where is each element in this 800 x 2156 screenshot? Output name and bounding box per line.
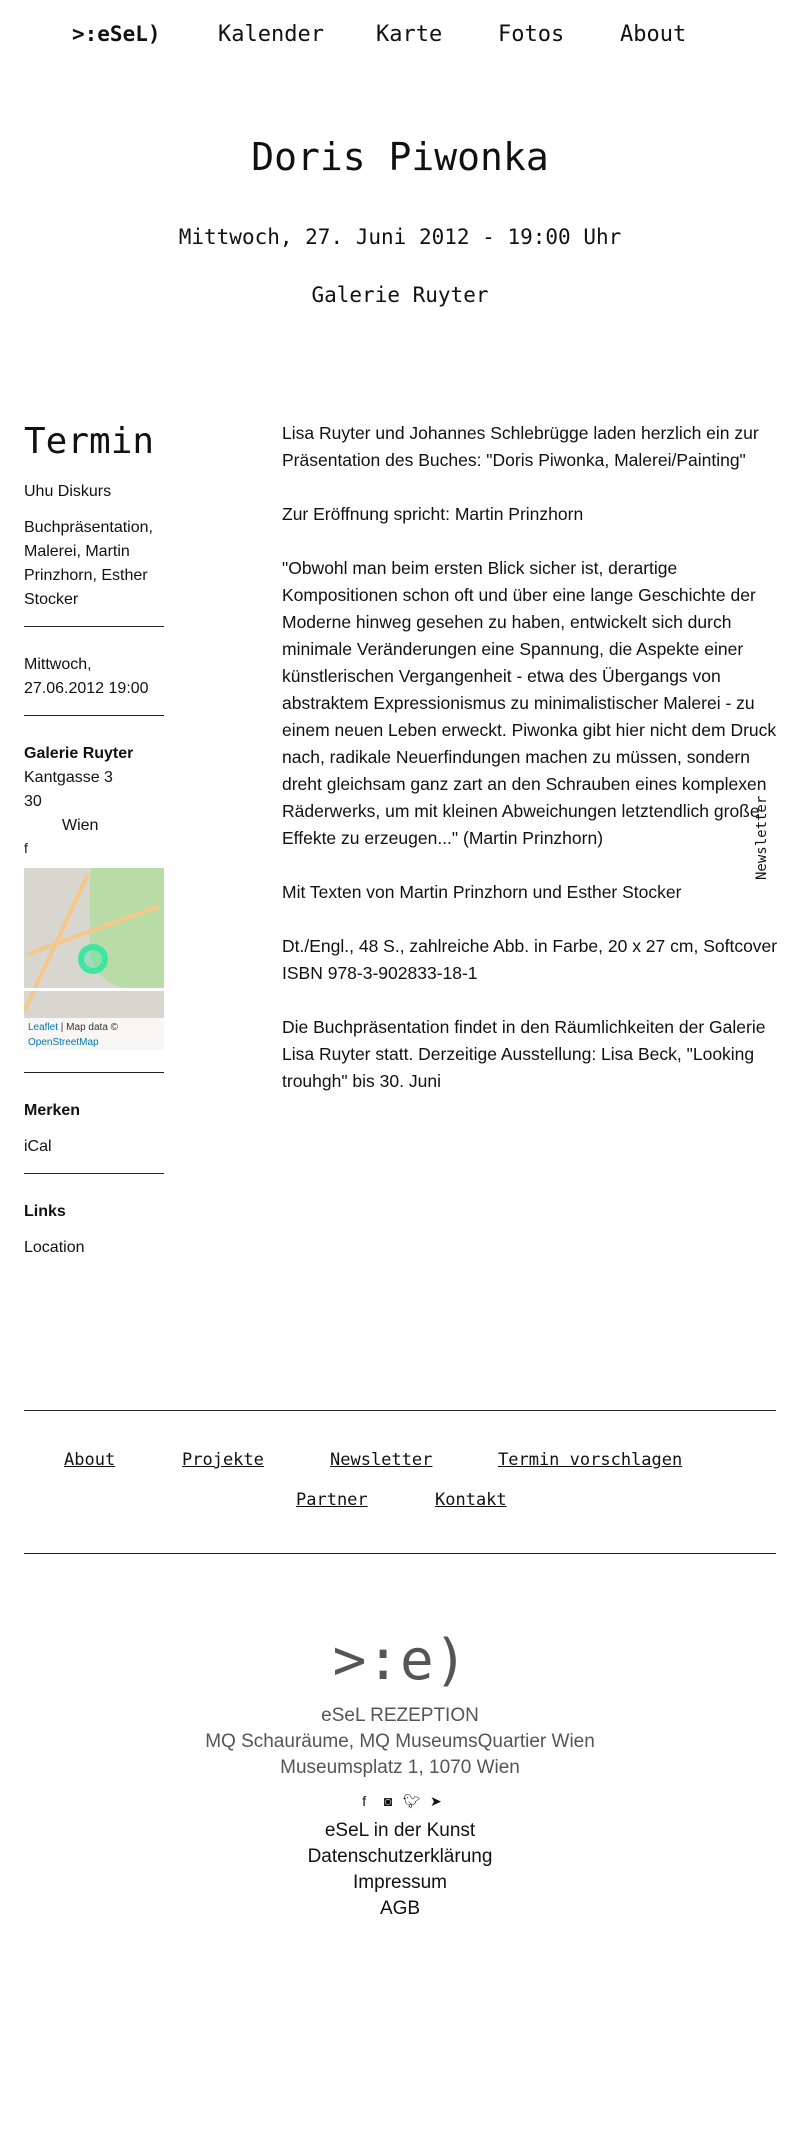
twitter-icon[interactable]: 🐦︎ xyxy=(403,1793,421,1809)
links-heading: Links xyxy=(24,1203,66,1220)
footer-legal-kunst[interactable]: eSeL in der Kunst xyxy=(324,1820,476,1841)
event-date: Mittwoch, 27. Juni 2012 - 19:00 Uhr xyxy=(178,225,622,249)
nav-karte[interactable]: Karte xyxy=(376,22,443,47)
event-venue: Galerie Ruyter xyxy=(311,283,489,307)
footer-link-kontakt[interactable]: Kontakt xyxy=(435,1490,507,1510)
nav-fotos[interactable]: Fotos xyxy=(498,22,565,47)
newsletter-tab[interactable]: Newsletter xyxy=(754,795,770,880)
footer-legal-agb[interactable]: AGB xyxy=(379,1898,421,1919)
sidebar-extra xyxy=(24,1072,164,1272)
content-paragraph: Zur Eröffnung spricht: Martin Prinzhorn xyxy=(282,504,584,524)
sidebar-divider xyxy=(24,715,164,716)
ical-link[interactable]: iCal xyxy=(24,1138,52,1155)
event-description xyxy=(282,420,782,1122)
event-datetime: Mittwoch, 27.06.2012 19:00 xyxy=(24,656,149,697)
map-attribution: Leaflet | Map data © OpenStreetMap xyxy=(24,1018,164,1050)
footer-legal-datenschutz[interactable]: Datenschutzerklärung xyxy=(307,1846,493,1867)
footer-org: eSeL REZEPTION xyxy=(321,1705,479,1726)
venue-street: Kantgasse 3 xyxy=(24,769,113,786)
venue-name: Galerie Ruyter xyxy=(24,745,134,762)
sidebar-divider xyxy=(24,626,164,627)
footer-place: MQ Schauräume, MQ MuseumsQuartier Wien xyxy=(205,1731,595,1752)
book-isbn: ISBN 978-3-902833-18-1 xyxy=(282,963,478,983)
location-map[interactable] xyxy=(24,868,164,1050)
event-category: Uhu Diskurs xyxy=(24,483,112,500)
map-road xyxy=(24,874,90,1012)
facebook-icon[interactable]: f xyxy=(24,840,28,856)
content-paragraph: Die Buchpräsentation findet in den Räumlichkeiten der Galerie Lisa Ruyter statt. Derzeitige Ausstellung: Lisa Beck, "Looking trouhgh" bis 30. Juni xyxy=(282,1017,766,1091)
footer-legal-impressum[interactable]: Impressum xyxy=(353,1872,447,1893)
footer-address: Museumsplatz 1, 1070 Wien xyxy=(280,1757,520,1778)
location-link[interactable]: Location xyxy=(24,1239,85,1256)
venue-address xyxy=(24,766,164,836)
leaflet-link[interactable]: Leaflet xyxy=(28,1022,59,1033)
nav-about[interactable]: About xyxy=(620,22,687,47)
footer-link-newsletter[interactable]: Newsletter xyxy=(330,1450,433,1470)
venue-city: Wien xyxy=(62,817,99,834)
site-logo[interactable]: >:eSeL) xyxy=(72,22,161,46)
top-nav xyxy=(0,22,800,52)
venue-zip: 30 xyxy=(24,793,42,810)
osm-link[interactable]: OpenStreetMap xyxy=(28,1037,99,1048)
content-paragraph xyxy=(282,933,782,987)
footer-link-termin-vorschlagen[interactable]: Termin vorschlagen xyxy=(498,1450,683,1470)
event-sidebar xyxy=(24,420,164,836)
sidebar-divider xyxy=(24,1072,164,1073)
sidebar-divider xyxy=(24,1173,164,1174)
content-paragraph: Lisa Ruyter und Johannes Schlebrügge laden herzlich ein zur Präsentation des Buches: "Doris Piwonka, Malerei/Painting" xyxy=(282,423,759,470)
footer-link-about[interactable]: About xyxy=(64,1450,116,1470)
footer-social xyxy=(0,1793,800,1810)
event-tags: Buchpräsentation, Malerei, Martin Prinzhorn, Esther Stocker xyxy=(24,519,153,608)
sidebar-heading: Termin xyxy=(24,421,155,462)
map-marker-icon[interactable] xyxy=(78,944,108,974)
footer-logo[interactable]: >:e) xyxy=(332,1628,468,1693)
footer-divider xyxy=(24,1553,776,1554)
footer-divider xyxy=(24,1410,776,1411)
footer-link-projekte[interactable]: Projekte xyxy=(182,1450,264,1470)
content-paragraph: Mit Texten von Martin Prinzhorn und Esther Stocker xyxy=(282,882,682,902)
merken-heading: Merken xyxy=(24,1102,81,1119)
telegram-icon[interactable]: ➤ xyxy=(429,1793,442,1809)
footer-link-partner[interactable]: Partner xyxy=(296,1490,368,1510)
content-paragraph: "Obwohl man beim ersten Blick sicher ist, derartige Kompositionen schon oft und über eine lange Geschichte der Moderne hinweg gesehen zu haben, entwickelt sich durch minimale Veränderungen eine Spannung, die Aspekte einer künstlerischen Vergangenheit - etwa des Übergangs von abstraktem Expressionismus zu minimalistischer Malerei - zu einem neuen Leben erweckt. Piwonka gibt hier nicht dem Druck nach, radikale Neuerfindungen machen zu müssen, sondern dreht gleichsam ganz zart an den Schrauben eines komplexen Räderwerks, um mit kleinen Abweichungen letztendlich große Effekte zu erzeugen..." (Martin Prinzhorn) xyxy=(282,558,777,848)
facebook-icon[interactable]: f xyxy=(362,1793,367,1809)
instagram-icon[interactable]: ◙ xyxy=(383,1793,393,1809)
nav-kalender[interactable]: Kalender xyxy=(218,22,324,47)
page-title: Doris Piwonka xyxy=(251,135,549,179)
book-details: Dt./Engl., 48 S., zahlreiche Abb. in Farbe, 20 x 27 cm, Softcover xyxy=(282,936,778,956)
map-road xyxy=(24,988,164,991)
